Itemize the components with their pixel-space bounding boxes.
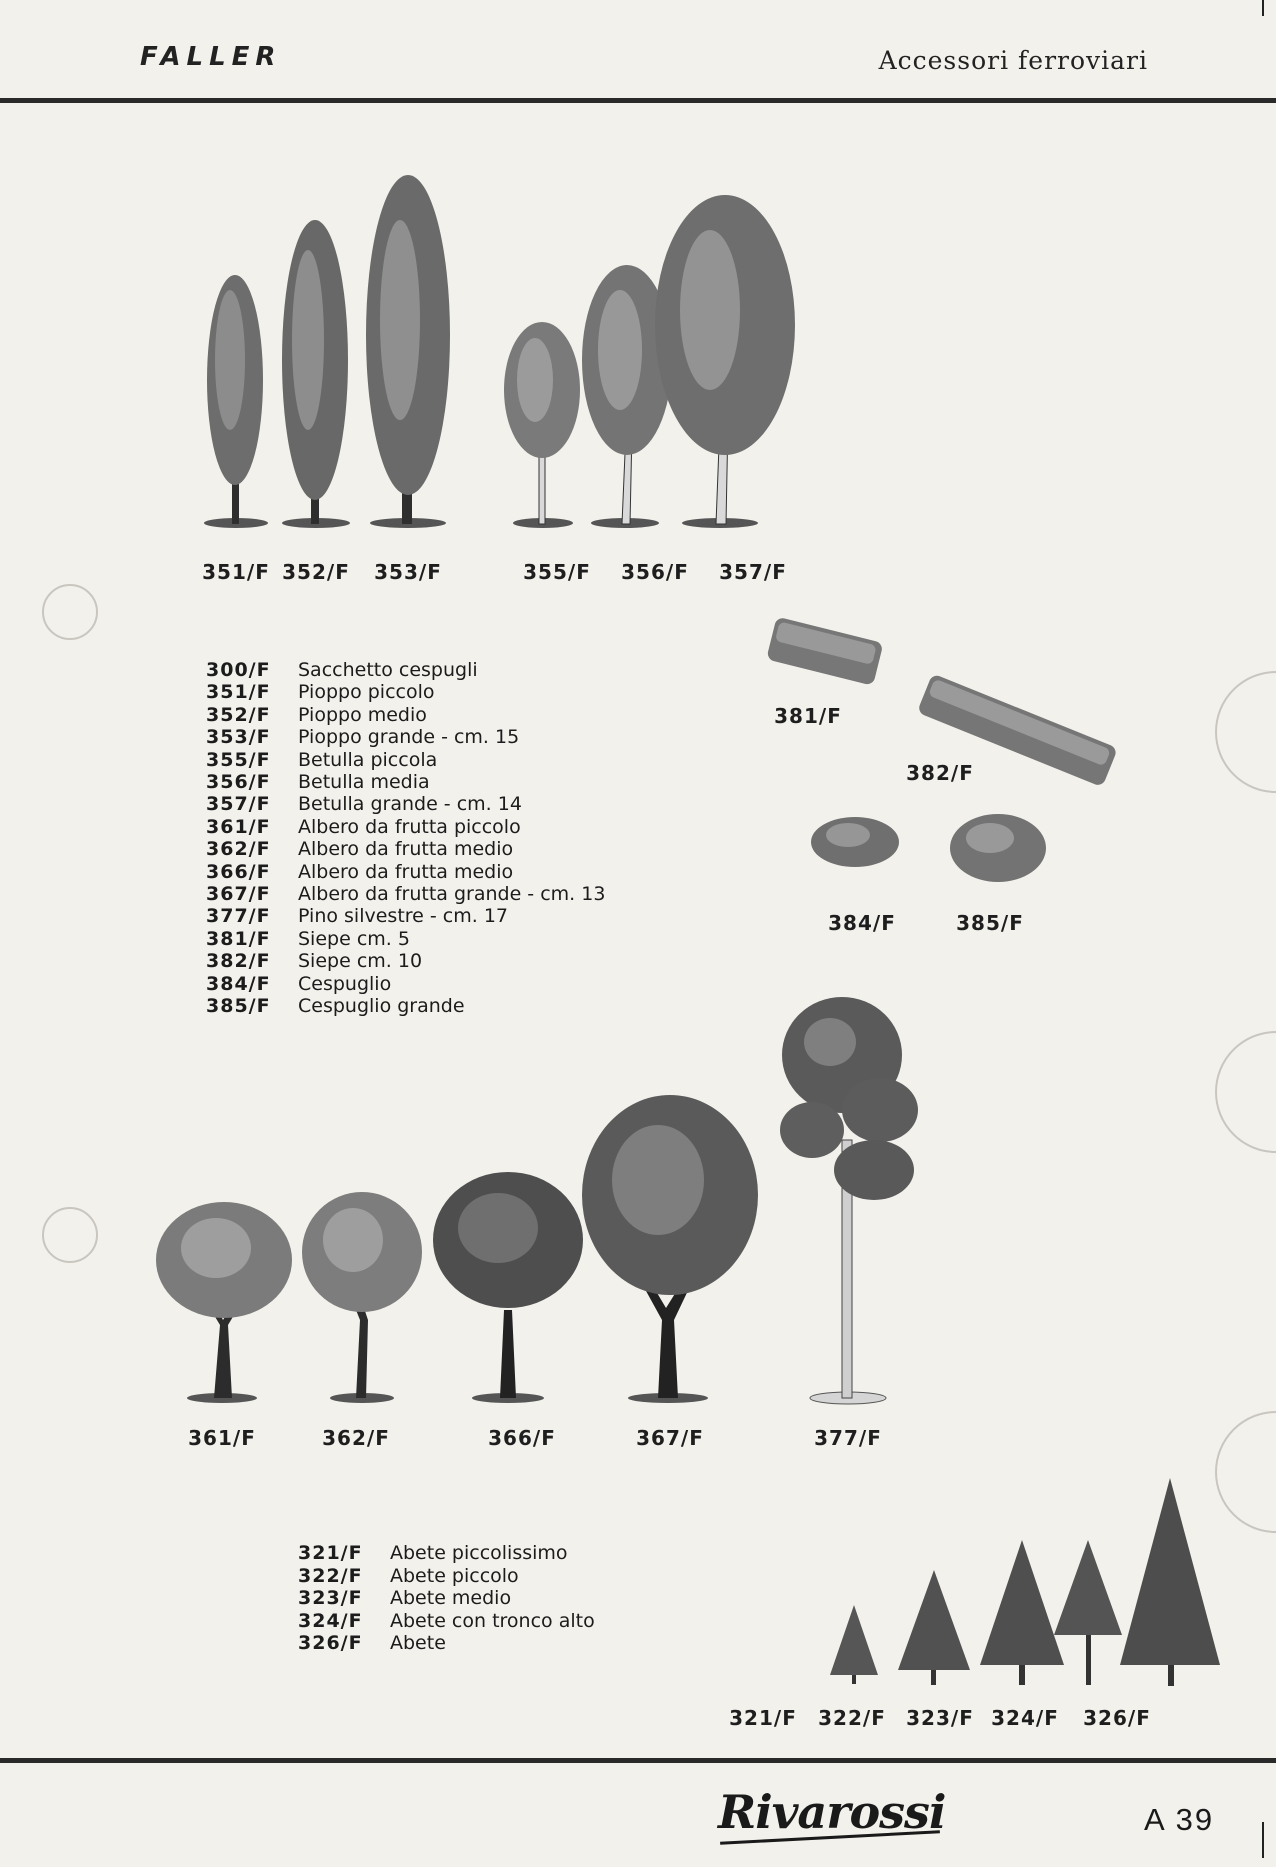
legend-row — [206, 883, 605, 905]
tree-355-icon — [504, 322, 580, 528]
tree-352-icon — [282, 220, 350, 528]
fir-323-icon — [980, 1540, 1064, 1685]
legend-row — [206, 928, 605, 950]
legend-row — [206, 905, 605, 927]
tree-361-icon — [156, 1202, 292, 1403]
legend-description: Abete piccolissimo — [390, 1542, 568, 1564]
legend-description: Cespuglio grande — [298, 995, 465, 1018]
fir-code-label: 322/F — [818, 1706, 886, 1730]
fir-code-label: 321/F — [729, 1706, 797, 1730]
tree-357-icon — [655, 195, 795, 528]
legend-description: Pino silvestre - cm. 17 — [298, 905, 508, 928]
legend-firs — [298, 1542, 595, 1655]
tree-code-label: 356/F — [621, 560, 689, 584]
hedge-code-label: 385/F — [956, 911, 1024, 935]
tree-code-label: 361/F — [188, 1426, 256, 1450]
legend-description: Abete — [390, 1632, 446, 1654]
fir-322-icon — [898, 1570, 970, 1685]
legend-code: 324/F — [298, 1609, 363, 1632]
legend-row — [298, 1565, 595, 1588]
legend-description: Pioppo medio — [298, 703, 427, 726]
legend-row — [206, 816, 605, 838]
legend-row — [206, 838, 605, 860]
footer-rule — [0, 1758, 1276, 1763]
legend-row — [206, 749, 605, 771]
hedges-illustration — [760, 610, 1140, 900]
legend-code: 322/F — [298, 1564, 363, 1587]
tree-code-label: 362/F — [322, 1426, 390, 1450]
legend-row — [206, 659, 605, 681]
legend-code: 326/F — [298, 1632, 363, 1654]
legend-row — [206, 726, 605, 748]
legend-code: 385/F — [206, 995, 271, 1018]
hedge-code-label: 384/F — [828, 911, 896, 935]
fir-321-icon — [830, 1605, 878, 1684]
legend-description: Albero da frutta medio — [298, 860, 514, 883]
tree-code-label: 352/F — [282, 560, 350, 584]
legend-description: Siepe cm. 5 — [298, 927, 410, 950]
tree-code-label: 366/F — [488, 1426, 556, 1450]
legend-description: Pioppo piccolo — [298, 681, 435, 704]
legend-code: 382/F — [206, 950, 271, 973]
hedge-381-icon — [766, 617, 883, 686]
fir-code-label: 323/F — [906, 1706, 974, 1730]
legend-row — [206, 704, 605, 726]
hedge-code-label: 381/F — [774, 704, 842, 728]
fir-326-icon — [1120, 1478, 1220, 1686]
legend-code: 352/F — [206, 703, 271, 726]
hedge-code-label: 382/F — [906, 761, 974, 785]
section-title: Accessori ferroviari — [878, 46, 1148, 75]
tree-code-label: 351/F — [202, 560, 270, 584]
legend-code: 353/F — [206, 726, 271, 749]
legend-code: 362/F — [206, 838, 271, 861]
legend-code: 367/F — [206, 883, 271, 906]
legend-code: 384/F — [206, 972, 271, 995]
legend-description: Abete piccolo — [390, 1564, 519, 1587]
legend-description: Betulla grande - cm. 14 — [298, 793, 522, 816]
legend-row — [298, 1587, 595, 1610]
legend-description: Betulla piccola — [298, 748, 438, 771]
legend-row — [298, 1632, 595, 1655]
tree-code-label: 357/F — [719, 560, 787, 584]
legend-row — [206, 771, 605, 793]
page-number: A 39 — [1144, 1802, 1215, 1837]
legend-code: 357/F — [206, 793, 271, 816]
legend-code: 321/F — [298, 1542, 363, 1564]
firs-illustration — [800, 1470, 1200, 1700]
legend-description: Sacchetto cespugli — [298, 659, 478, 681]
tree-351-icon — [204, 275, 268, 528]
tree-366-icon — [433, 1172, 583, 1403]
legend-description: Albero da frutta grande - cm. 13 — [298, 883, 606, 906]
brand-logo: FALLER — [140, 42, 282, 72]
legend-code: 323/F — [298, 1587, 363, 1609]
legend-code: 366/F — [206, 860, 271, 883]
legend-code: 361/F — [206, 815, 271, 838]
poplar-birch-illustration — [180, 180, 880, 540]
legend-code: 356/F — [206, 771, 271, 794]
crop-mark — [1262, 0, 1264, 16]
tree-353-icon — [366, 175, 450, 528]
legend-description: Albero da frutta piccolo — [298, 815, 521, 838]
legend-description: Abete medio — [390, 1587, 512, 1609]
bush-384-icon — [811, 817, 899, 867]
crop-mark — [1262, 1822, 1264, 1858]
legend-row — [206, 950, 605, 972]
legend-code: 377/F — [206, 905, 271, 928]
fir-code-label: 324/F — [991, 1706, 1059, 1730]
tree-code-label: 367/F — [636, 1426, 704, 1450]
fir-code-label: 326/F — [1083, 1706, 1151, 1730]
legend-code: 351/F — [206, 681, 271, 704]
legend-description: Cespuglio — [298, 972, 392, 995]
legend-code: 300/F — [206, 659, 271, 681]
legend-description: Abete con tronco alto — [390, 1609, 595, 1632]
legend-deciduous — [206, 659, 605, 1018]
rivarossi-logo: Rivarossi — [718, 1785, 946, 1839]
legend-description: Betulla media — [298, 771, 430, 794]
legend-row — [298, 1542, 595, 1565]
fruit-tree-pine-illustration — [150, 990, 950, 1410]
tree-code-label: 353/F — [374, 560, 442, 584]
tree-367-icon — [582, 1095, 758, 1403]
legend-row — [206, 793, 605, 815]
legend-description: Siepe cm. 10 — [298, 950, 423, 973]
legend-row — [206, 681, 605, 703]
legend-row — [206, 861, 605, 883]
tree-377-icon — [780, 997, 918, 1404]
tree-code-label: 355/F — [523, 560, 591, 584]
legend-description: Pioppo grande - cm. 15 — [298, 726, 520, 749]
tree-362-icon — [302, 1192, 422, 1403]
bush-385-icon — [950, 814, 1046, 882]
header-rule — [0, 98, 1276, 103]
legend-description: Albero da frutta medio — [298, 838, 514, 861]
legend-code: 355/F — [206, 748, 271, 771]
legend-code: 381/F — [206, 927, 271, 950]
tree-code-label: 377/F — [814, 1426, 882, 1450]
legend-row — [298, 1610, 595, 1633]
fir-324-icon — [1054, 1540, 1122, 1685]
